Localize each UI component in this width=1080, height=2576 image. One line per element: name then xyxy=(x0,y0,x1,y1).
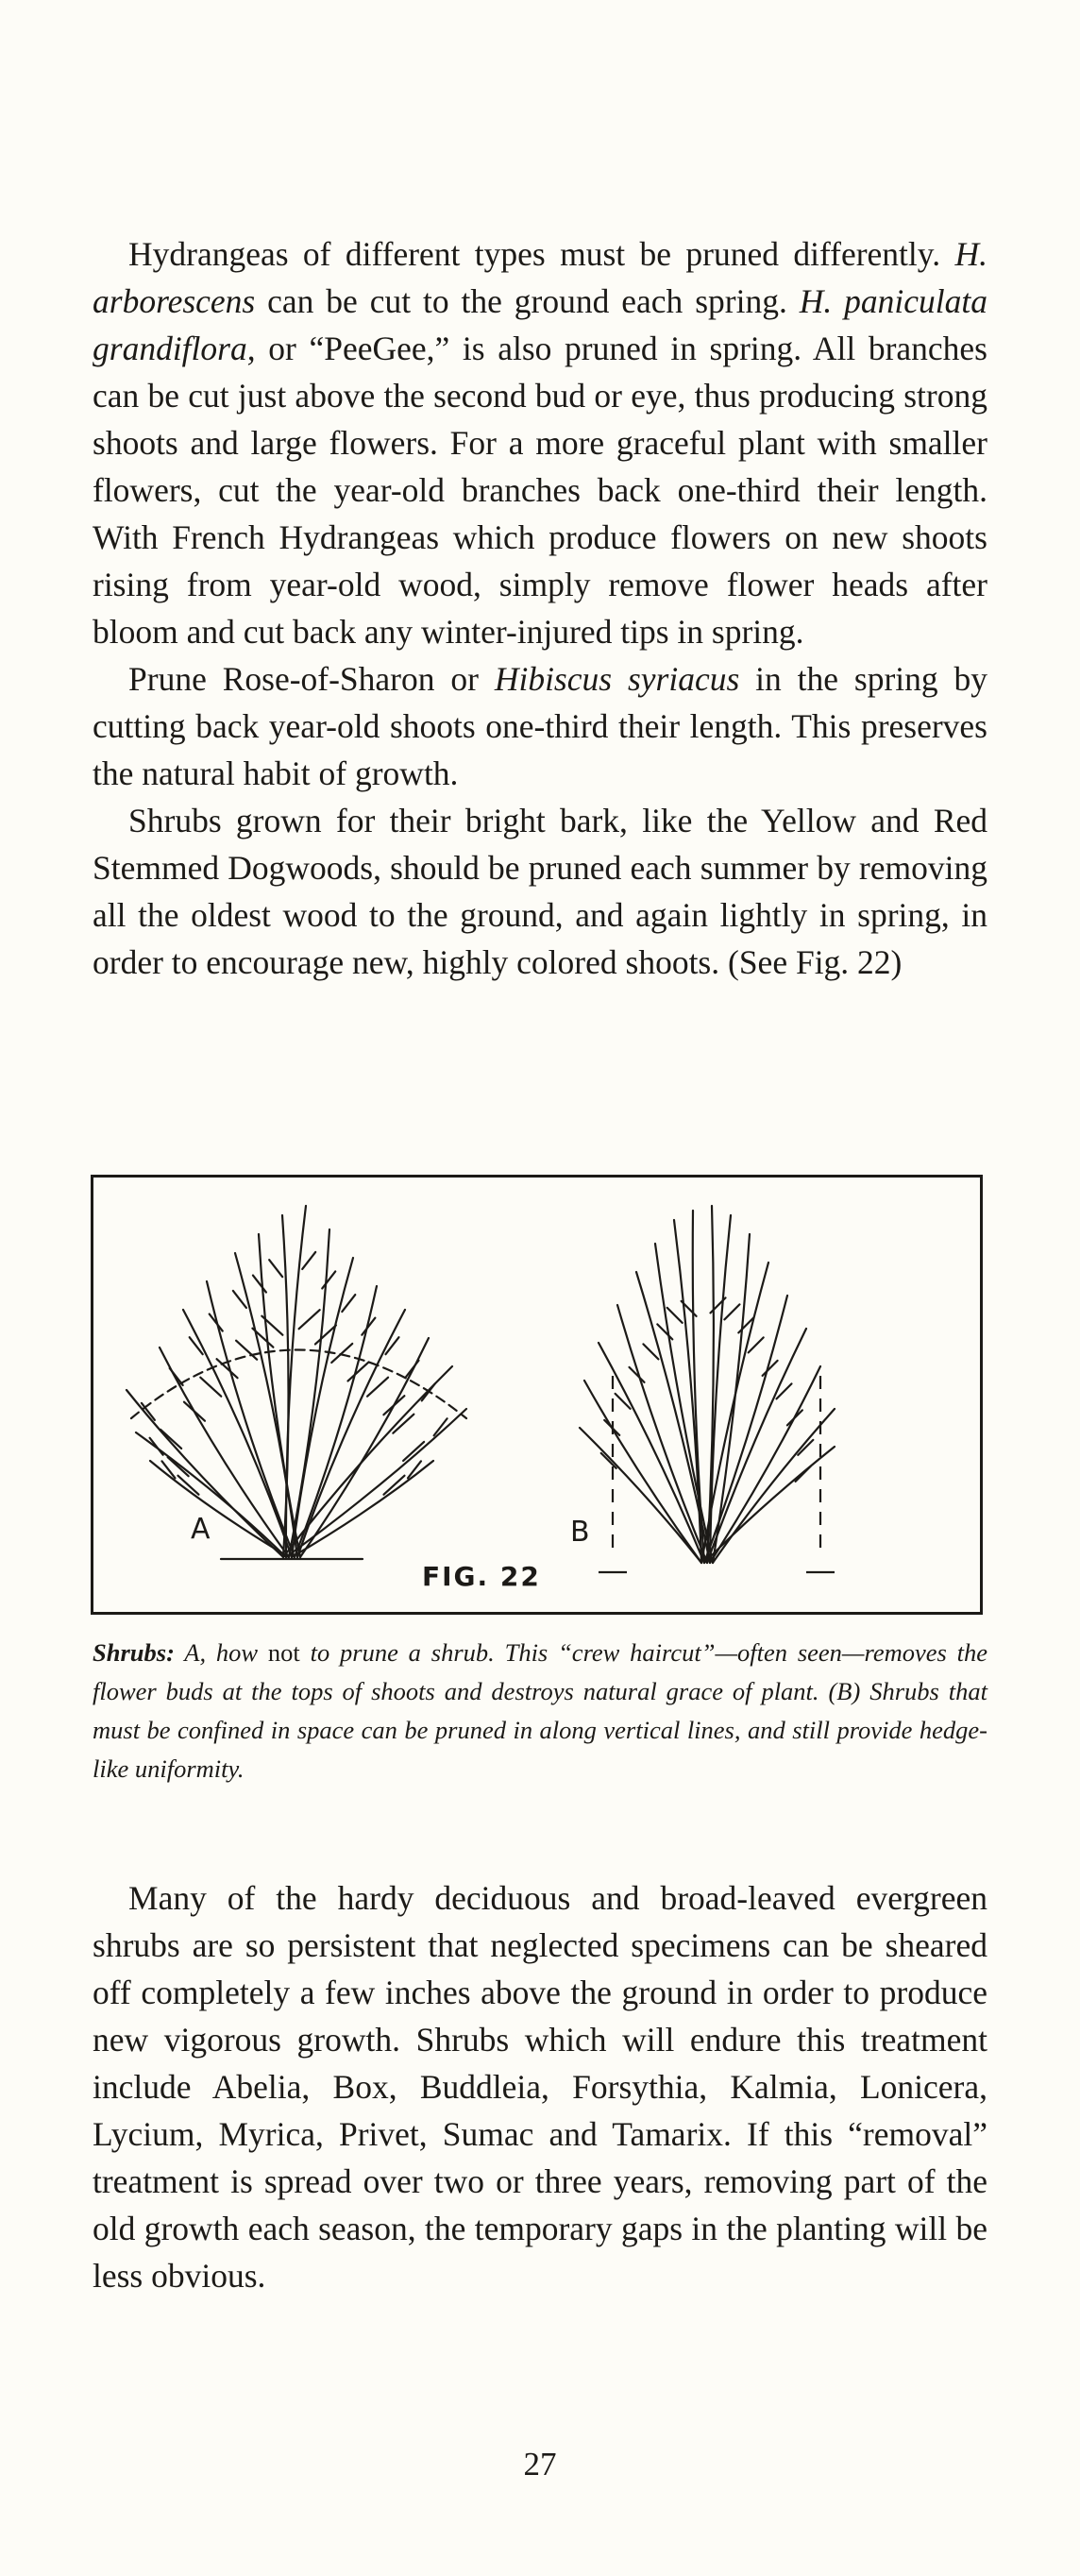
guide-stroke xyxy=(749,1337,764,1352)
guide-stroke xyxy=(796,1466,811,1482)
branch-stroke xyxy=(286,1409,466,1557)
figure-number-label: FIG. 22 xyxy=(422,1561,541,1592)
crew-cut-outline xyxy=(131,1350,466,1419)
guide-stroke xyxy=(657,1324,672,1339)
paragraph xyxy=(93,655,987,797)
label-b: B xyxy=(570,1516,590,1549)
shrub-a-drawing xyxy=(127,1206,466,1559)
guide-stroke xyxy=(233,1291,246,1308)
guide-stroke xyxy=(643,1344,658,1359)
caption-not-word: not xyxy=(267,1638,300,1667)
body-text-bottom xyxy=(93,1874,987,2299)
branch-stroke xyxy=(259,1234,300,1557)
guide-stroke xyxy=(406,1361,419,1378)
paragraph xyxy=(93,230,987,655)
caption-part-1: A, how xyxy=(174,1638,268,1667)
italic-term: Hibiscus syriacus xyxy=(494,660,740,698)
paragraph xyxy=(93,1874,987,2299)
text-run: Many of the hardy deciduous and broad-leaved evergreen shrubs are so persistent that neglected specimens can be sheared off completely a few inches above the ground in order to produce new vigorous growth. Shrubs which will endure this treatment include Abelia, Box, Buddleia, Forsythia, Kalmia, Lonicera, Lycium, Myrica, Privet, Sumac and Tamarix. If this “removal” treatment is spread over two or three years, removing part of the old growth each season, the temporary gaps in the planting will be less obvious. xyxy=(93,1879,987,2295)
branch-stroke xyxy=(584,1381,701,1563)
guide-stroke xyxy=(253,1276,266,1293)
guide-stroke xyxy=(342,1295,355,1312)
italic-term: H. arborescens xyxy=(93,235,987,320)
guide-stroke xyxy=(724,1304,739,1319)
guide-stroke xyxy=(383,1396,404,1415)
text-run: in the spring by cutting back year-old shoots one-third their length. This preserves the natural habit of growth. xyxy=(93,660,987,792)
italic-term: H. paniculata grandiflora, xyxy=(93,282,987,367)
text-run: or “PeeGee,” is also pruned in spring. All branches can be cut just above the second bud or eye, thus producing strong shoots and large flowers. For a more graceful plant with smaller flowers, cut the year-old branches back one-third their length. With French Hydrangeas which produce flowers on new shoots rising from year-old wood, simply remove flower heads after bloom and cut back any winter-injured tips in spring. xyxy=(93,330,987,651)
guide-stroke xyxy=(150,1438,163,1455)
shrub-b-drawing xyxy=(580,1206,835,1563)
caption-part-2: to prune a shrub. This “crew haircut”—often seen—removes the flower buds at the tops of shoots and destroys natural grace of plant. (B) Shrubs that must be confined in space can be pruned in along vertical lines, and still provide hedge-like uniformity. xyxy=(93,1638,987,1783)
figure-22 xyxy=(91,1175,983,1615)
guide-stroke xyxy=(601,1453,616,1468)
paragraph xyxy=(93,797,987,986)
guide-stroke xyxy=(269,1260,282,1277)
shrub-pruning-illustration xyxy=(93,1178,980,1612)
guide-stroke xyxy=(184,1402,205,1421)
label-a: A xyxy=(191,1513,211,1546)
guide-stroke xyxy=(160,1430,181,1449)
guide-stroke xyxy=(236,1341,257,1360)
body-text-top xyxy=(93,230,987,986)
branch-stroke xyxy=(713,1234,750,1563)
text-run: Shrubs grown for their bright bark, like the Yellow and Red Stemmed Dogwoods, should be pruned each summer by removing all the oldest wood to the ground, and again lightly in spring, in order to encourage new, highly colored shoots. (See Fig. 22) xyxy=(93,802,987,981)
caption-lead: Shrubs: xyxy=(93,1638,175,1667)
guide-stroke xyxy=(667,1308,683,1323)
guide-stroke xyxy=(302,1252,315,1269)
figure-caption xyxy=(93,1634,987,1788)
guide-stroke xyxy=(322,1271,335,1288)
text-run: can be cut to the ground each spring. xyxy=(255,282,800,320)
branch-stroke xyxy=(580,1428,701,1563)
guide-stroke xyxy=(299,1310,320,1329)
guide-stroke xyxy=(787,1410,802,1425)
branch-stroke xyxy=(599,1343,704,1563)
guide-stroke xyxy=(252,1329,273,1347)
page-number: 27 xyxy=(523,2446,557,2483)
branch-stroke xyxy=(207,1281,295,1557)
text-run: Prune Rose-of-Sharon or xyxy=(128,660,495,698)
branch-stroke xyxy=(707,1329,806,1563)
text-run: Hydrangeas of different types must be pruned differently. xyxy=(128,235,955,273)
